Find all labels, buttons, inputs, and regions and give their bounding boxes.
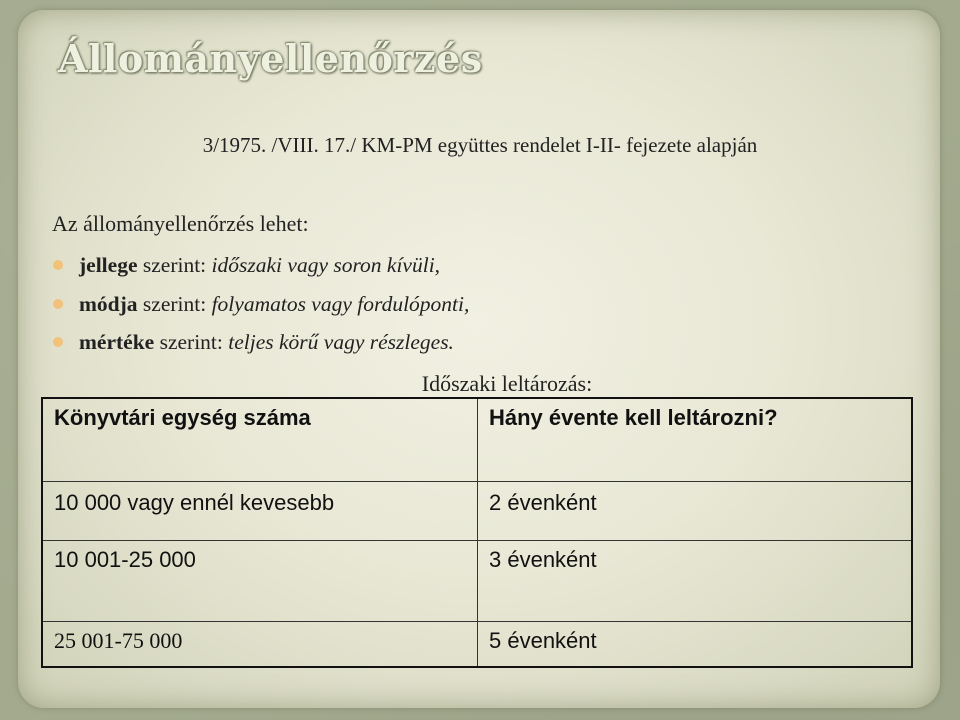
table-cell: 2 évenként xyxy=(478,482,913,541)
bullet-item-merteke xyxy=(52,327,469,366)
table-cell: 3 évenként xyxy=(478,541,913,622)
table-cell: 5 évenként xyxy=(478,622,913,668)
bullet-connector: szerint: xyxy=(137,253,212,277)
section-heading: Az állományellenőrzés lehet: xyxy=(52,211,309,236)
bullet-connector: szerint: xyxy=(154,330,229,354)
bullet-list xyxy=(52,250,469,366)
bullet-dot-icon xyxy=(53,337,63,347)
bullet-item-jellege xyxy=(52,250,469,289)
bullet-term: módja xyxy=(79,291,138,316)
inventory-table xyxy=(41,397,913,668)
bullet-term: mértéke xyxy=(79,330,155,354)
bullet-dot-icon xyxy=(53,260,63,270)
table-row xyxy=(42,622,912,668)
bullet-detail: folyamatos vagy fordulóponti, xyxy=(211,291,470,316)
table-row xyxy=(42,482,912,541)
bullet-detail: időszaki vagy soron kívüli, xyxy=(211,253,441,277)
table-cell: 10 001-25 000 xyxy=(42,541,478,622)
bullet-connector: szerint: xyxy=(137,291,212,316)
bullet-item-modja xyxy=(52,289,469,328)
table-header-cell: Könyvtári egység száma xyxy=(42,398,478,482)
bullet-dot-icon xyxy=(53,299,63,309)
table-cell: 25 001-75 000 xyxy=(42,622,478,668)
table-cell: 10 000 vagy ennél kevesebb xyxy=(42,482,478,541)
slide-subtitle: 3/1975. /VIII. 17./ KM-PM együttes rendelet I-II- fejezete alapján xyxy=(202,133,758,157)
table-header-row xyxy=(42,398,912,482)
table-header-cell: Hány évente kell leltározni? xyxy=(478,398,913,482)
bullet-term: jellege xyxy=(79,253,138,277)
table-row xyxy=(42,541,912,622)
slide-title: Állományellenőrzés xyxy=(58,36,483,81)
table-title: Időszaki leltározás: xyxy=(421,371,593,396)
bullet-detail: teljes körű vagy részleges. xyxy=(228,330,454,354)
